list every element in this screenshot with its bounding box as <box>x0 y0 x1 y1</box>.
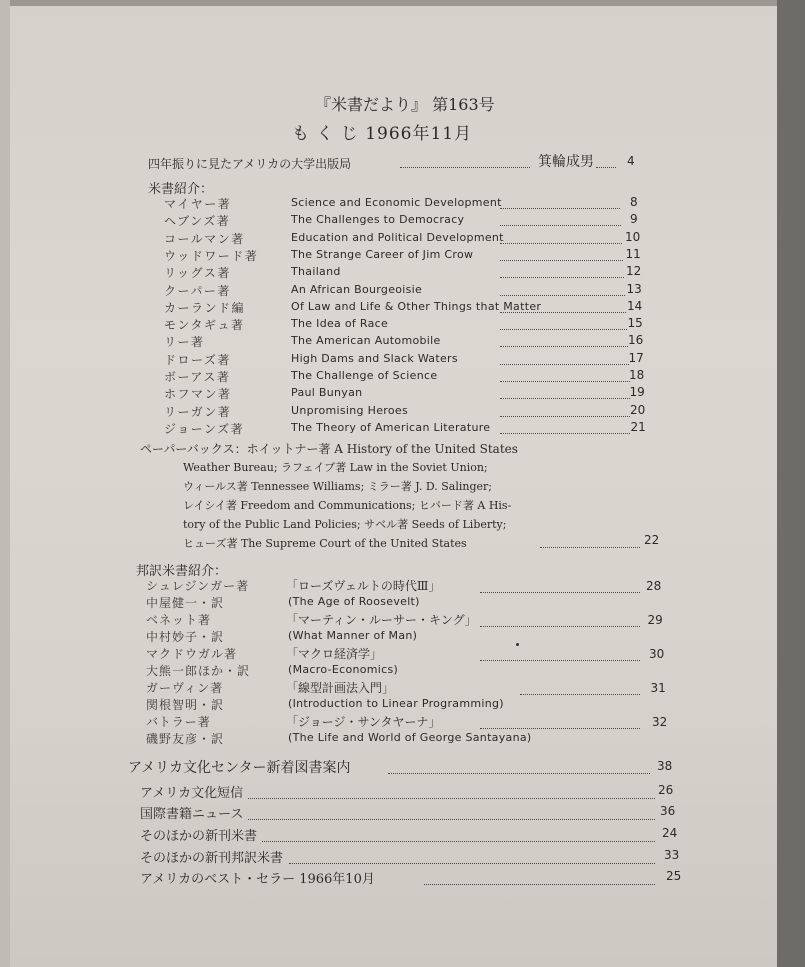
magazine-issue-header: 『米書だより』 第163号 <box>315 95 495 114</box>
leader-dots <box>500 288 625 296</box>
misc-page: 36 <box>660 804 676 818</box>
review-title: The Idea of Race <box>291 317 389 330</box>
review-author: リッグス著 <box>164 266 231 280</box>
lead-article-page: 4 <box>627 154 635 168</box>
translation-title-jp: 「ローズヴェルトの時代Ⅲ」 <box>286 579 441 593</box>
review-title: The Strange Career of Jim Crow <box>291 248 474 261</box>
review-page: 13 <box>626 282 642 296</box>
review-title: Unpromising Heroes <box>291 404 408 417</box>
review-author: ジョーンズ著 <box>164 422 245 436</box>
translation-title-en: (What Manner of Man) <box>288 629 418 642</box>
translation-title-jp: 「ジョージ・サンタヤーナ」 <box>286 715 441 729</box>
paperbacks-line: tory of the Public Land Policies; サベル著 Seeds of Liberty; <box>183 518 507 531</box>
review-page: 11 <box>625 247 641 261</box>
paperbacks-line: Weather Bureau; ラフェイブ著 Law in the Soviet Union; <box>183 461 488 474</box>
translation-translator: 中村妙子・訳 <box>146 630 225 644</box>
lead-article-title: 四年振りに見たアメリカの大学出版局 <box>148 157 352 171</box>
review-page: 20 <box>630 403 646 417</box>
toc-title: も く じ 1966年11月 <box>292 124 473 144</box>
translation-translator: 大熊一郎ほか・訳 <box>146 664 251 678</box>
lead-article-author: 箕輪成男 <box>538 154 594 170</box>
translation-page: 30 <box>649 647 665 661</box>
leader-dots <box>500 409 630 417</box>
paperbacks-line: レイシイ著 Freedom and Communications; ヒバード著 A His- <box>183 499 512 512</box>
translation-title-en: (Introduction to Linear Programming) <box>288 697 504 710</box>
leader-dots <box>500 218 621 226</box>
translation-page: 28 <box>646 579 662 593</box>
review-author: リーガン著 <box>164 405 232 419</box>
review-page: 18 <box>629 368 645 382</box>
translations-heading: 邦訳米書紹介： <box>136 564 228 579</box>
review-author: ドローズ著 <box>164 353 231 367</box>
review-title: The Challenges to Democracy <box>291 213 465 226</box>
review-title: The Challenge of Science <box>291 369 438 382</box>
review-author: クーパー著 <box>164 284 231 298</box>
translation-title-jp: 「線型計画法入門」 <box>286 681 395 695</box>
center-new-books-page: 38 <box>657 759 673 773</box>
review-title: An African Bourgeoisie <box>291 283 423 296</box>
review-title: Thailand <box>291 265 341 278</box>
leader-dots <box>480 721 640 729</box>
review-page: 21 <box>630 420 646 434</box>
translation-page: 31 <box>650 681 666 695</box>
review-title: The American Automobile <box>291 334 441 347</box>
review-page: 17 <box>628 351 644 365</box>
translation-title-jp: 「マーティン・ルーサー・キング」 <box>286 613 477 627</box>
review-page: 12 <box>626 264 642 278</box>
leader-dots <box>500 391 630 399</box>
leader-dots <box>480 619 640 627</box>
leader-dots <box>262 834 655 842</box>
leader-dots <box>500 339 628 347</box>
ink-speck <box>516 643 519 646</box>
review-author: カーランド編 <box>164 301 246 315</box>
translation-title-en: (The Life and World of George Santayana) <box>288 731 532 744</box>
review-page: 15 <box>627 316 643 330</box>
leader-dots <box>480 585 640 593</box>
review-page: 10 <box>625 230 641 244</box>
leader-dots <box>289 856 655 864</box>
right-background-strip <box>777 0 805 967</box>
leader-dots <box>500 374 630 382</box>
review-author: ヘブンズ著 <box>164 214 231 228</box>
misc-page: 33 <box>664 848 680 862</box>
review-author: ボーアス著 <box>164 370 231 384</box>
misc-title: アメリカ文化短信 <box>140 786 244 801</box>
review-author: ウッドワード著 <box>164 249 259 263</box>
leader-dots <box>540 540 640 548</box>
review-title: Of Law and Life & Other Things that Matter <box>291 300 542 313</box>
review-author: モンタギュ著 <box>164 318 245 332</box>
translation-title-en: (The Age of Roosevelt) <box>288 595 420 608</box>
misc-title: そのほかの新刊邦訳米書 <box>140 851 284 866</box>
translation-author: シュレジンガー著 <box>146 579 250 593</box>
misc-title: 国際書籍ニュース <box>140 807 244 822</box>
translation-author: バトラー著 <box>146 715 211 729</box>
review-page: 14 <box>627 299 643 313</box>
translation-translator: 磯野友彦・訳 <box>146 732 225 746</box>
translation-page: 32 <box>652 715 668 729</box>
review-author: マイヤー著 <box>164 197 232 211</box>
review-page: 19 <box>629 385 645 399</box>
review-page: 9 <box>630 212 638 226</box>
reviews-heading: 米書紹介： <box>148 182 214 197</box>
paperbacks-line: ペーパーバックス：ホイットナー著 A History of the United States <box>140 442 518 456</box>
leader-dots <box>596 158 616 168</box>
leader-dots <box>248 791 655 799</box>
misc-page: 26 <box>658 783 674 797</box>
paperbacks-line: ヒューズ著 The Supreme Court of the United States <box>183 537 467 550</box>
review-title: Paul Bunyan <box>291 386 363 399</box>
leader-dots <box>500 253 623 261</box>
review-author: コールマン著 <box>164 232 245 246</box>
translation-title-en: (Macro-Economics) <box>288 663 399 676</box>
review-title: Education and Political Development <box>291 231 504 244</box>
translation-title-jp: 「マクロ経済学」 <box>286 647 383 661</box>
misc-title: そのほかの新刊米書 <box>140 829 258 844</box>
misc-page: 24 <box>662 826 678 840</box>
paperbacks-line: ウィールス著 Tennessee Williams; ミラー著 J. D. Salinger; <box>183 480 492 493</box>
leader-dots <box>500 236 622 244</box>
translation-author: ガーヴィン著 <box>146 681 224 695</box>
review-page: 16 <box>628 333 644 347</box>
review-title: Science and Economic Development <box>291 196 502 209</box>
translation-translator: 中屋健一・訳 <box>146 596 225 610</box>
review-author: ホフマン著 <box>164 387 232 401</box>
leader-dots <box>388 765 650 774</box>
leader-dots <box>400 158 530 168</box>
review-page: 8 <box>630 195 638 209</box>
misc-page: 25 <box>666 869 682 883</box>
leader-dots <box>500 426 630 434</box>
paperbacks-page: 22 <box>644 533 660 547</box>
leader-dots <box>480 653 640 661</box>
translation-translator: 関根智明・訳 <box>146 698 225 712</box>
translation-author: マクドウガル著 <box>146 647 238 661</box>
leader-dots <box>500 270 624 278</box>
leader-dots <box>500 322 627 330</box>
review-title: The Theory of American Literature <box>291 421 491 434</box>
review-author: リー著 <box>164 335 205 349</box>
leader-dots <box>248 812 655 820</box>
translation-page: 29 <box>647 613 663 627</box>
translation-author: ベネット著 <box>146 613 212 627</box>
leader-dots <box>500 305 626 313</box>
leader-dots <box>520 687 640 695</box>
leader-dots <box>500 357 629 365</box>
review-title: High Dams and Slack Waters <box>291 352 458 365</box>
leader-dots <box>500 201 620 209</box>
misc-title: アメリカのベスト・セラー 1966年10月 <box>140 872 375 887</box>
center-new-books-title: アメリカ文化センター新着図書案内 <box>128 760 351 776</box>
leader-dots <box>424 877 655 885</box>
